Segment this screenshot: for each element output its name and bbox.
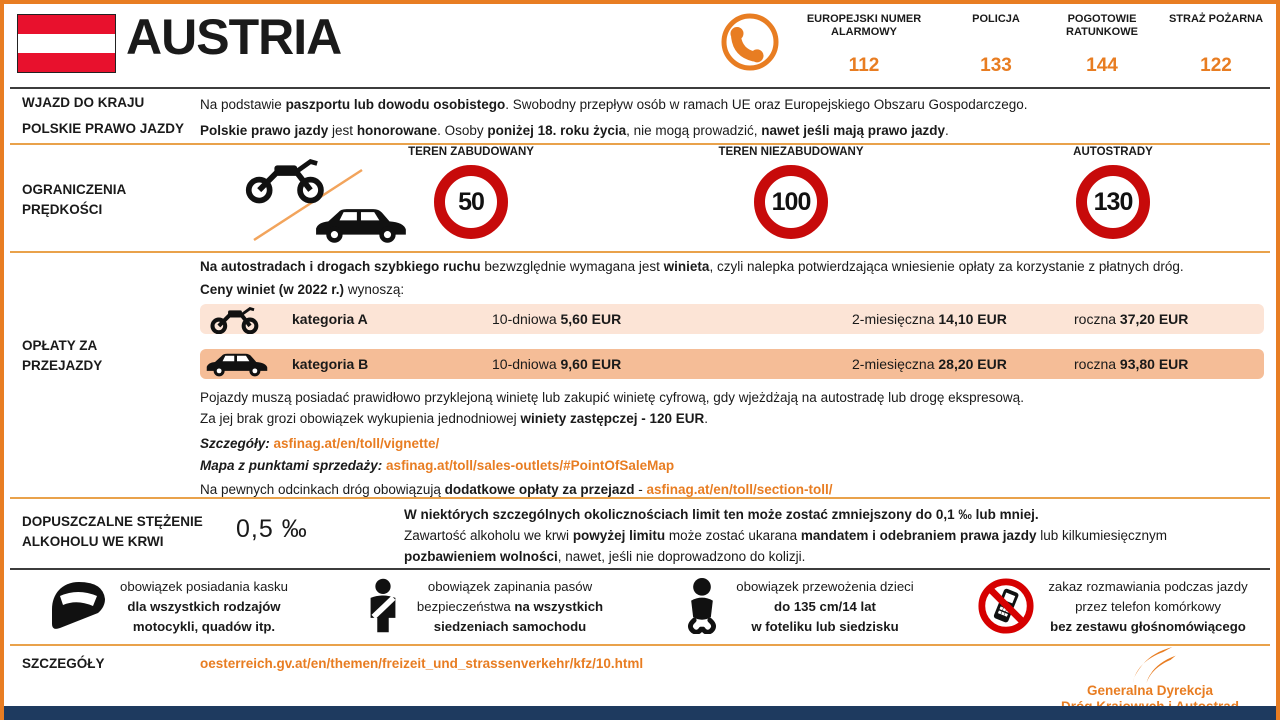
alcohol-line-3: pozbawieniem wolności, nawet, jeśli nie doprowadzono do kolizji.: [404, 549, 806, 564]
page-title: AUSTRIA: [126, 9, 342, 65]
rule-child-seat: [640, 572, 955, 642]
toll-cell-annual: roczna 37,20 EUR: [1074, 311, 1189, 327]
tolls-prices-intro: Ceny winiet (w 2022 r.) wynoszą:: [200, 282, 405, 297]
speed-zone-label: TEREN NIEZABUDOWANY: [718, 146, 864, 158]
rule-text-line: dla wszystkich rodzajów: [127, 599, 281, 614]
speed-limits-label: OGRANICZENIA PRĘDKOŚCI: [22, 182, 126, 217]
toll-cell-category: kategoria A: [292, 311, 368, 327]
emergency-label: EUROPEJSKI NUMER ALARMOWY: [806, 13, 922, 38]
speed-limit-sign-130: 130: [1076, 165, 1150, 239]
alcohol-line-2: Zawartość alkoholu we krwi powyżej limitu może zostać ukarana mandatem i odebraniem prawa jazdy lub kilkumiesięcznym: [404, 528, 1168, 543]
emergency-label: POGOTOWIE RATUNKOWE: [1066, 13, 1138, 38]
no-phone-icon: [977, 577, 1035, 638]
link[interactable]: asfinag.at/toll/sales-outlets/#PointOfSaleMap: [386, 458, 675, 473]
emergency-label: POLICJA: [972, 13, 1020, 25]
emergency-numbers: [780, 13, 1272, 75]
gddkia-logo-icon: [1034, 647, 1266, 683]
toll-cell-category: kategoria B: [292, 356, 369, 372]
emergency-label: STRAŻ POŻARNA: [1168, 13, 1264, 25]
rule-text-line: zakaz rozmawiania podczas jazdy: [1048, 579, 1248, 594]
rule-text-line: obowiązek zapinania pasów: [427, 579, 593, 594]
license-text: Polskie prawo jazdy jest honorowane. Osoby poniżej 18. roku życia, nie mogą prowadzić, nawet jeśli mają prawo jazdy.: [200, 123, 949, 138]
toll-cell-10day: 10-dniowa 9,60 EUR: [492, 356, 622, 372]
rule-text-line: przez telefon komórkowy: [1075, 599, 1221, 614]
toll-cell-annual: roczna 93,80 EUR: [1074, 356, 1189, 372]
rule-text-line: bezpieczeństwa na wszystkich: [416, 599, 604, 614]
divider: [10, 143, 1270, 145]
rule-text-line: motocykli, quadów itp.: [132, 619, 276, 634]
rule-helmet: [10, 572, 325, 642]
tolls-intro: Na autostradach i drogach szybkiego ruchu bezwzględnie wymagana jest winieta, czyli nalepka potwierdzająca wniesienie opłaty za korzystanie z płatnych dróg.: [200, 259, 1184, 274]
gddkia-logo-text-1: Generalna Dyrekcja: [1086, 683, 1214, 698]
tolls-map-link-line: Mapa z punktami sprzedaży: asfinag.at/toll/sales-outlets/#PointOfSaleMap: [200, 458, 675, 473]
alcohol-label: DOPUSZCZALNE STĘŻENIE ALKOHOLU WE KRWI: [22, 514, 203, 549]
speed-limit-sign-100: 100: [754, 165, 828, 239]
divider: [10, 251, 1270, 253]
speed-built-up: [361, 146, 581, 239]
toll-cell-2month: 2-miesięczna 28,20 EUR: [852, 356, 1007, 372]
tolls-note-2: Za jej brak grozi obowiązek wykupienia jednodniowej winiety zastępczej - 120 EUR.: [200, 411, 709, 426]
divider: [10, 568, 1270, 570]
rule-text-line: siedzeniach samochodu: [433, 619, 587, 634]
emergency-ambulance: [1044, 13, 1160, 75]
bottom-bar: [4, 706, 1276, 720]
alcohol-limit-value: 0,5 ‰: [236, 515, 308, 543]
tolls-note-1: Pojazdy muszą posiadać prawidłowo przyklejoną winietę lub zakupić winietę cyfrową, gdy wjeżdżają na autostradę lub drogę ekspresową.: [200, 390, 1024, 405]
entry-label: WJAZD DO KRAJU: [22, 95, 145, 110]
rule-text-line: obowiązek przewożenia dzieci: [736, 579, 914, 594]
car-icon: [200, 350, 292, 378]
divider: [10, 87, 1270, 89]
link[interactable]: asfinag.at/en/toll/vignette/: [273, 436, 440, 451]
rule-text-line: obowiązek posiadania kasku: [120, 579, 288, 594]
rule-text-line: w foteliku lub siedzisku: [751, 619, 899, 634]
tolls-label: OPŁATY ZA PRZEJAZDY: [22, 338, 103, 373]
speed-limit-sign-50: 50: [434, 165, 508, 239]
rule-no-phone: [955, 572, 1270, 642]
emergency-phone-icon: [720, 12, 780, 72]
gddkia-logo: [1034, 647, 1266, 715]
link[interactable]: asfinag.at/en/toll/section-toll/: [646, 482, 833, 497]
emergency-number: 133: [980, 55, 1012, 76]
rule-seatbelt: [325, 572, 640, 642]
emergency-number: 144: [1086, 55, 1118, 76]
emergency-police: [948, 13, 1044, 75]
speed-rural: [681, 146, 901, 239]
tolls-details-link-line: Szczegóły: asfinag.at/en/toll/vignette/: [200, 436, 440, 451]
emergency-eu: [780, 13, 948, 75]
toll-cell-2month: 2-miesięczna 14,10 EUR: [852, 311, 1007, 327]
helmet-icon: [47, 579, 107, 636]
austria-flag: [17, 14, 116, 73]
tolls-section-toll-line: Na pewnych odcinkach dróg obowiązują dodatkowe opłaty za przejazd - asfinag.at/en/toll/section-toll/: [200, 482, 833, 497]
speed-motorway: [1003, 146, 1223, 239]
divider: [10, 497, 1270, 499]
divider: [10, 644, 1270, 646]
toll-cell-10day: 10-dniowa 5,60 EUR: [492, 311, 622, 327]
speed-zone-label: TEREN ZABUDOWANY: [408, 146, 534, 158]
seatbelt-icon: [362, 577, 404, 637]
rule-text-line: bez zestawu głośnomówiącego: [1050, 619, 1246, 634]
speed-zone-label: AUTOSTRADY: [1073, 146, 1153, 158]
emergency-number: 112: [848, 55, 880, 76]
details-link[interactable]: oesterreich.gv.at/en/themen/freizeit_und_strassenverkehr/kfz/10.html: [200, 656, 644, 671]
license-label: POLSKIE PRAWO JAZDY: [22, 121, 185, 136]
rule-text-line: do 135 cm/14 lat: [774, 599, 876, 614]
child-seat-icon: [681, 577, 723, 637]
toll-row-category-b: [200, 349, 1264, 379]
alcohol-line-1: W niektórych szczególnych okolicznościach limit ten może zostać zmniejszony do 0,1 ‰ lub mniej.: [404, 507, 1039, 522]
emergency-fire: [1160, 13, 1272, 75]
details-label: SZCZEGÓŁY: [22, 656, 105, 671]
toll-row-category-a: [200, 304, 1264, 334]
entry-text: Na podstawie paszportu lub dowodu osobistego. Swobodny przepływ osób w ramach UE oraz Europejskiego Obszaru Gospodarczego.: [200, 97, 1028, 112]
motorcycle-icon: [200, 304, 292, 334]
rules-row: [10, 572, 1270, 642]
emergency-number: 122: [1200, 55, 1232, 76]
